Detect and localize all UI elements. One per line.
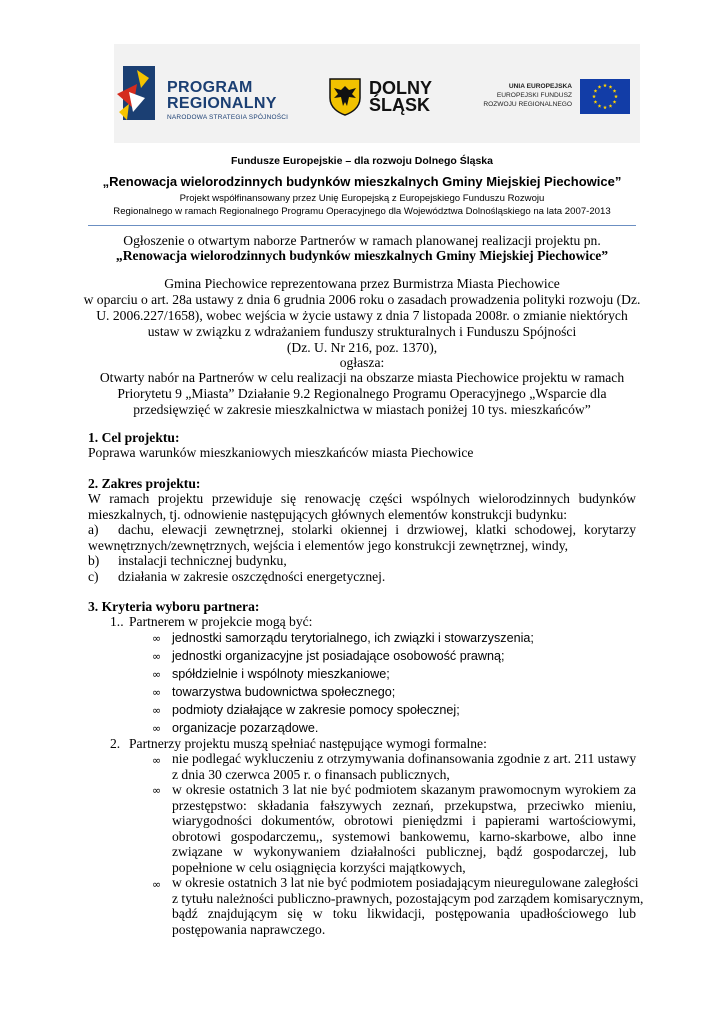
section-3-item-2-label: 2. [110,736,121,751]
requirement-2-line-1: w okresie ostatnich 3 lat nie być podmiotem skazanym prawomocnym wyrokiem za [172,782,636,797]
bullet-icon: ∞ [152,784,162,797]
section-2-item-b-text: instalacji technicznej budynku, [118,553,287,568]
section-2-paragraph-line-1: W ramach projektu przewiduje się renowację części wspólnych wielorodzinnych budynków [88,491,636,506]
requirement-3-line-4: postępowania naprawczego. [172,922,326,937]
requirement-3-line-2: z tytułu należności publiczno-prawnych, pozostającym pod zarządem komisarycznym, [172,891,644,906]
announcement-line-1: Ogłoszenie o otwartym naborze Partnerów w ramach planowanej realizacji projektu pn. [123,233,601,248]
section-2-item-a-label: a) [88,522,99,537]
requirement-1-line-2: z dnia 30 czerwca 2005 r. o finansach publicznych, [172,767,450,782]
bullet-icon: ∞ [152,722,162,735]
section-2-item-a-line-2: wewnętrznych/zewnętrznych, wejścia i elementów jego konstrukcji zewnętrznej, windy, [88,538,569,553]
section-2-heading: 2. Zakres projektu: [88,476,201,491]
intro-line-6: ogłasza: [339,355,385,370]
partner-type-2: jednostki organizacyjne jst posiadające osobowość prawną; [172,649,505,663]
project-title: „Renowacja wielorodzinnych budynków mieszkalnych Gminy Miejskiej Piechowice” [102,174,622,189]
eu-logo [482,78,632,118]
funds-line: Fundusze Europejskie – dla rozwoju Dolnego Śląska [231,155,493,167]
section-2-item-a-line-1: dachu, elewacji zewnętrznej, stolarki okiennej i drzwiowej, klatki schodowej, korytarzy [118,522,636,537]
cofinance-line-1: Projekt współfinansowany przez Unię Europejską z Europejskiego Funduszu Rozwoju [179,193,545,204]
section-3-item-2-text: Partnerzy projektu muszą spełniać następujące wymogi formalne: [129,736,487,751]
requirement-2-line-2: przestępstwo: składania fałszywych zeznań, przekupstwa, przeciwko mieniu, [172,798,636,813]
requirement-2-line-5: związane w wykonywaniem działalności publicznej, bądź gospodarczej, lub [172,844,636,859]
eu-text-block [483,82,572,109]
partner-type-1: jednostki samorządu terytorialnego, ich związki i stowarzyszenia; [172,631,534,645]
announcement-line-2: „Renowacja wielorodzinnych budynków mieszkalnych Gminy Miejskiej Piechowice” [115,248,609,263]
intro-line-2: w oparciu o art. 28a ustawy z dnia 6 grudnia 2006 roku o zasadach prowadzenia polityki rozwoju (Dz. [83,292,641,307]
eu-line1: UNIA EUROPEJSKA [508,83,572,90]
partner-type-3: spółdzielnie i wspólnoty mieszkaniowe; [172,667,390,681]
eu-line2: EUROPEJSKI FUNDUSZ [496,92,572,99]
program-regionalny-line1: PROGRAM [167,79,253,96]
section-3-item-1-text: Partnerem w projekcie mogą być: [129,614,313,629]
bullet-icon: ∞ [152,686,162,699]
program-regionalny-line2: REGIONALNY [167,95,277,112]
section-2-paragraph-line-2: mieszkalnych, tj. odnowienie następujących głównych elementów konstrukcji budynku: [88,507,568,522]
eu-line3: ROZWOJU REGIONALNEGO [483,101,572,108]
section-3-heading: 3. Kryteria wyboru partnera: [88,599,260,614]
bullet-icon: ∞ [152,878,162,891]
intro-line-7: Otwarty nabór na Partnerów w celu realizacji na obszarze miasta Piechowice projektu w ramach [99,370,625,385]
requirement-3-line-1: w okresie ostatnich 3 lat nie być podmiotem posiadającym nieuregulowane zaległości [172,875,639,890]
requirement-3-line-3: bądź znajdującym się w toku likwidacji, postępowania upadłościowego lub [172,906,636,921]
header-divider [88,225,636,226]
intro-line-1: Gmina Piechowice reprezentowana przez Burmistrza Miasta Piechowice [164,276,560,291]
section-3-item-1-label: 1.. [110,614,124,629]
program-regionalny-logo [115,64,305,126]
bullet-icon: ∞ [152,632,162,645]
intro-line-4: ustaw w związku z wdrażaniem funduszy strukturalnych i Funduszu Spójności [147,324,577,339]
section-2-item-c-label: c) [88,569,99,584]
dolny-slask-line1: DOLNY [369,78,432,98]
intro-line-8: Priorytetu 9 „Miasta” Działanie 9.2 Regionalnego Programu Operacyjnego „Wsparcie dla [117,386,607,401]
partner-type-5: podmioty działające w zakresie pomocy społecznej; [172,703,460,717]
eu-flag-icon [580,79,630,114]
section-2-item-c-text: działania w zakresie oszczędności energetycznej. [118,569,386,584]
bullet-icon: ∞ [152,704,162,717]
partner-type-6: organizacje pozarządowe. [172,721,319,735]
dolny-slask-eagle-shield-icon [329,78,361,116]
dolny-slask-logo [329,78,441,118]
requirement-2-line-4: obrotowi gospodarczemu,, systemowi bankowemu, karno-skarbowe, albo inne [172,829,636,844]
section-2-item-b-label: b) [88,553,100,568]
program-regionalny-line3: NARODOWA STRATEGIA SPÓJNOŚCI [167,114,289,121]
cofinance-line-2: Regionalnego w ramach Regionalnego Programu Operacyjnego dla Województwa Dolnośląskiego na lata 2007-2013 [113,206,611,217]
program-regionalny-emblem-icon [115,64,159,124]
bullet-icon: ∞ [152,668,162,681]
requirement-2-line-6: popełnione w celu osiągnięcia korzyści majątkowych, [172,860,466,875]
partner-type-4: towarzystwa budownictwa społecznego; [172,685,396,699]
bullet-icon: ∞ [152,754,162,767]
section-1-heading: 1. Cel projektu: [88,430,180,445]
requirement-1-line-1: nie podlegać wykluczeniu z otrzymywania dofinansowania zgodnie z art. 211 ustawy [172,751,637,766]
intro-line-9: przedsięwzięć w zakresie mieszkalnictwa w miastach poniżej 10 tys. mieszkańców” [133,402,591,417]
dolny-slask-line2: ŚLĄSK [369,95,431,115]
intro-line-5: (Dz. U. Nr 216, poz. 1370), [286,340,438,355]
intro-line-3: U. 2006.227/1658), wobec wejścia w życie ustawy z dnia 7 listopada 2008r. o zmianie niektórych [96,308,628,323]
requirement-2-line-3: wiarygodności dokumentów, obrotowi pieniędzmi i papierami wartościowymi, [172,813,636,828]
section-1-text: Poprawa warunków mieszkaniowych mieszkańców miasta Piechowice [88,445,474,460]
bullet-icon: ∞ [152,650,162,663]
